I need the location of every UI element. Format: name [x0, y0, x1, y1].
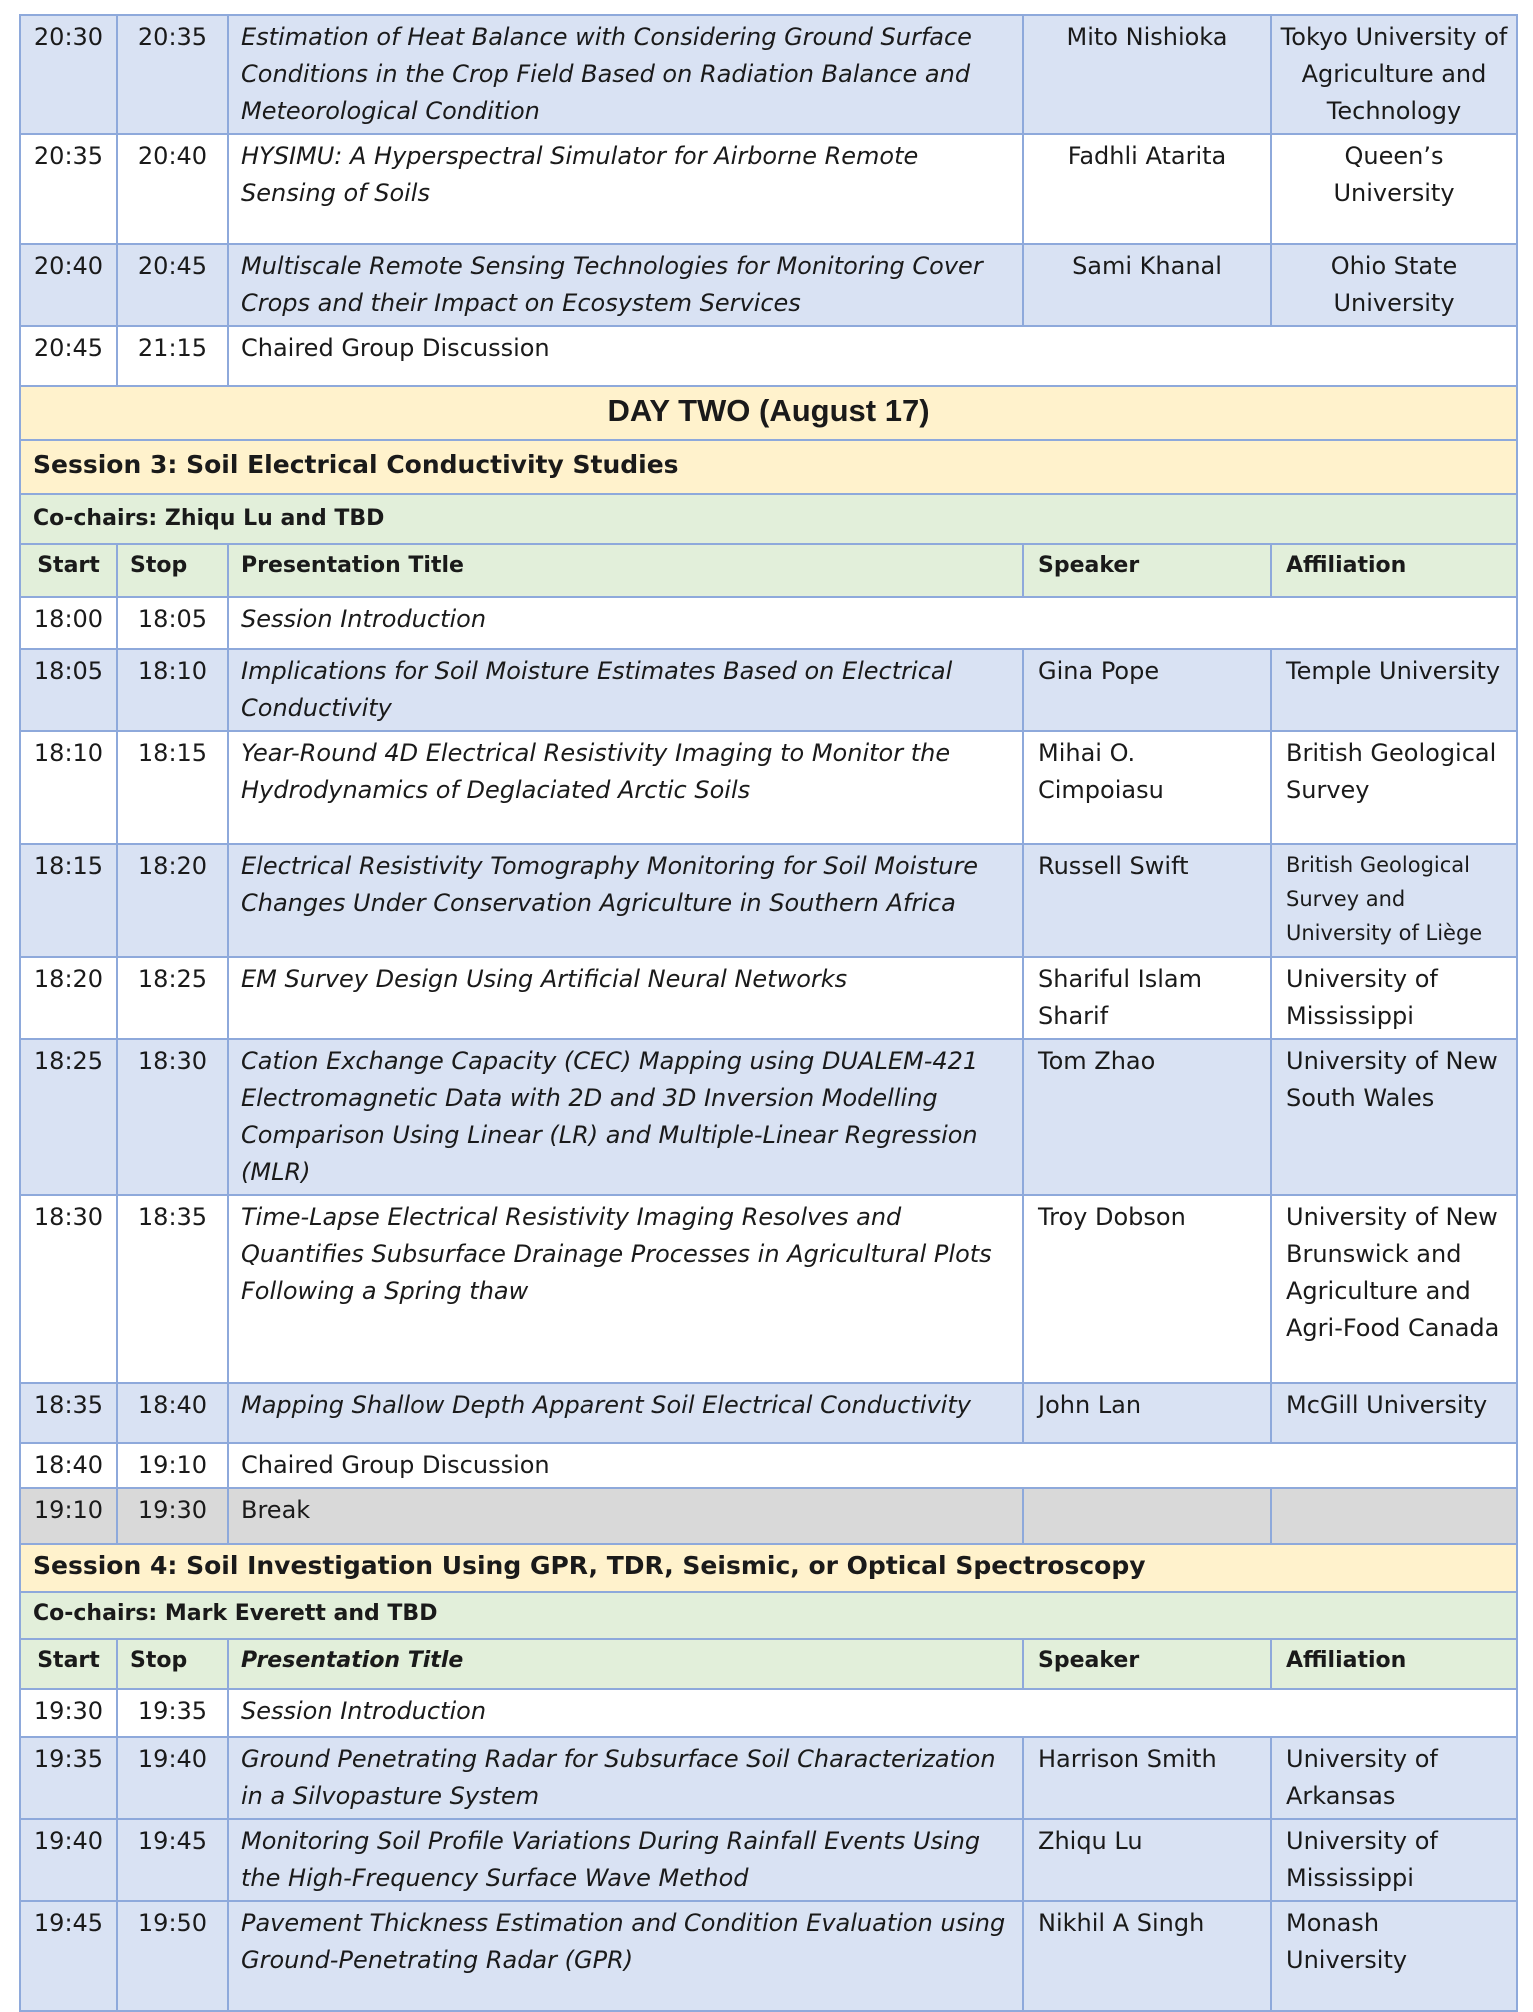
stop-time: 18:25	[117, 957, 228, 1039]
start-time: 19:10	[20, 1488, 117, 1544]
stop-time: 19:10	[117, 1443, 228, 1488]
stop-time: 19:50	[117, 1901, 228, 2011]
affiliation: Queen’s University	[1271, 134, 1517, 244]
presentation-title: Ground Penetrating Radar for Subsurface Soil Characterization in a Silvopasture System	[228, 1737, 1023, 1819]
affiliation: Monash University	[1271, 1901, 1517, 2011]
start-time: 20:35	[20, 134, 117, 244]
table-row	[20, 1443, 1517, 1488]
affiliation: University of New Brunswick and Agriculture and Agri-Food Canada	[1271, 1195, 1517, 1383]
speaker: Mihai O. Cimpoiasu	[1023, 731, 1271, 844]
affiliation: University of New South Wales	[1271, 1039, 1517, 1195]
session-title: Session 4: Soil Investigation Using GPR, TDR, Seismic, or Optical Spectroscopy	[20, 1544, 1517, 1592]
stop-time: 18:10	[117, 649, 228, 731]
presentation-title: EM Survey Design Using Artificial Neural Networks	[228, 957, 1023, 1039]
start-time: 18:25	[20, 1039, 117, 1195]
discussion-label: Chaired Group Discussion	[228, 1443, 1517, 1488]
table-row	[20, 1383, 1517, 1443]
stop-time: 20:35	[117, 15, 228, 134]
table-row	[20, 844, 1517, 957]
empty-cell	[1023, 1488, 1271, 1544]
affiliation: British Geological Survey and University of Liège	[1271, 844, 1517, 957]
speaker: Mito Nishioka	[1023, 15, 1271, 134]
break-label: Break	[228, 1488, 1023, 1544]
stop-time: 19:30	[117, 1488, 228, 1544]
column-header-stop: Stop	[117, 1639, 228, 1689]
start-time: 18:10	[20, 731, 117, 844]
column-header-speaker: Speaker	[1023, 544, 1271, 597]
program-schedule	[19, 14, 1516, 2012]
stop-time: 20:40	[117, 134, 228, 244]
presentation-title: Session Introduction	[228, 597, 1517, 649]
session-cochairs: Co-chairs: Zhiqu Lu and TBD	[20, 494, 1517, 544]
table-row	[20, 731, 1517, 844]
session-title: Session 3: Soil Electrical Conductivity Studies	[20, 440, 1517, 494]
cochairs-row	[20, 494, 1517, 544]
speaker: Zhiqu Lu	[1023, 1819, 1271, 1901]
affiliation: University of Mississippi	[1271, 1819, 1517, 1901]
stop-time: 20:45	[117, 244, 228, 326]
table-row	[20, 649, 1517, 731]
presentation-title: Session Introduction	[228, 1689, 1517, 1737]
column-header-row	[20, 544, 1517, 597]
column-header-affiliation: Affiliation	[1271, 544, 1517, 597]
column-header-title: Presentation Title	[228, 1639, 1023, 1689]
table-row	[20, 1737, 1517, 1819]
presentation-title: Electrical Resistivity Tomography Monitoring for Soil Moisture Changes Under Conservation Agriculture in Southern Africa	[228, 844, 1023, 957]
affiliation: McGill University	[1271, 1383, 1517, 1443]
stop-time: 18:30	[117, 1039, 228, 1195]
start-time: 18:40	[20, 1443, 117, 1488]
table-row	[20, 1901, 1517, 2011]
speaker: Fadhli Atarita	[1023, 134, 1271, 244]
start-time: 18:00	[20, 597, 117, 649]
presentation-title: Multiscale Remote Sensing Technologies for Monitoring Cover Crops and their Impact on Ecosystem Services	[228, 244, 1023, 326]
presentation-title: Implications for Soil Moisture Estimates Based on Electrical Conductivity	[228, 649, 1023, 731]
affiliation: University of Arkansas	[1271, 1737, 1517, 1819]
column-header-affiliation: Affiliation	[1271, 1639, 1517, 1689]
affiliation: Temple University	[1271, 649, 1517, 731]
stop-time: 18:35	[117, 1195, 228, 1383]
presentation-title: Monitoring Soil Profile Variations During Rainfall Events Using the High-Frequency Surface Wave Method	[228, 1819, 1023, 1901]
speaker: Shariful Islam Sharif	[1023, 957, 1271, 1039]
presentation-title: Mapping Shallow Depth Apparent Soil Electrical Conductivity	[228, 1383, 1023, 1443]
speaker: Gina Pope	[1023, 649, 1271, 731]
stop-time: 19:35	[117, 1689, 228, 1737]
table-row	[20, 244, 1517, 326]
start-time: 20:40	[20, 244, 117, 326]
stop-time: 18:20	[117, 844, 228, 957]
session-cochairs: Co-chairs: Mark Everett and TBD	[20, 1592, 1517, 1639]
start-time: 18:35	[20, 1383, 117, 1443]
break-row	[20, 1488, 1517, 1544]
presentation-title: Year-Round 4D Electrical Resistivity Imaging to Monitor the Hydrodynamics of Deglaciated Arctic Soils	[228, 731, 1023, 844]
schedule-table	[19, 14, 1518, 2012]
start-time: 19:45	[20, 1901, 117, 2011]
column-header-start: Start	[20, 1639, 117, 1689]
table-row	[20, 1195, 1517, 1383]
affiliation: Tokyo University of Agriculture and Technology	[1271, 15, 1517, 134]
affiliation: Ohio State University	[1271, 244, 1517, 326]
stop-time: 18:15	[117, 731, 228, 844]
table-row	[20, 597, 1517, 649]
empty-cell	[1271, 1488, 1517, 1544]
column-header-start: Start	[20, 544, 117, 597]
table-row	[20, 957, 1517, 1039]
presentation-title: HYSIMU: A Hyperspectral Simulator for Airborne Remote Sensing of Soils	[228, 134, 1023, 244]
affiliation: British Geological Survey	[1271, 731, 1517, 844]
table-row	[20, 1819, 1517, 1901]
day-heading-row	[20, 386, 1517, 440]
presentation-title: Estimation of Heat Balance with Considering Ground Surface Conditions in the Crop Field Based on Radiation Balance and Meteorological Condition	[228, 15, 1023, 134]
speaker: Sami Khanal	[1023, 244, 1271, 326]
speaker: Russell Swift	[1023, 844, 1271, 957]
session-row	[20, 1544, 1517, 1592]
start-time: 18:15	[20, 844, 117, 957]
start-time: 18:30	[20, 1195, 117, 1383]
start-time: 20:30	[20, 15, 117, 134]
start-time: 20:45	[20, 326, 117, 386]
cochairs-row	[20, 1592, 1517, 1639]
table-row	[20, 326, 1517, 386]
start-time: 19:30	[20, 1689, 117, 1737]
presentation-title: Pavement Thickness Estimation and Condition Evaluation using Ground-Penetrating Radar (GPR)	[228, 1901, 1023, 2011]
stop-time: 19:40	[117, 1737, 228, 1819]
presentation-title: Cation Exchange Capacity (CEC) Mapping using DUALEM-421 Electromagnetic Data with 2D and 3D Inversion Modelling Comparison Using Linear (LR) and Multiple-Linear Regression (MLR)	[228, 1039, 1023, 1195]
table-row	[20, 1039, 1517, 1195]
start-time: 19:40	[20, 1819, 117, 1901]
day-heading: DAY TWO (August 17)	[20, 386, 1517, 440]
stop-time: 18:05	[117, 597, 228, 649]
column-header-speaker: Speaker	[1023, 1639, 1271, 1689]
presentation-title: Time-Lapse Electrical Resistivity Imaging Resolves and Quantifies Subsurface Drainage Processes in Agricultural Plots Following a Spring thaw	[228, 1195, 1023, 1383]
stop-time: 21:15	[117, 326, 228, 386]
session-row	[20, 440, 1517, 494]
speaker: John Lan	[1023, 1383, 1271, 1443]
column-header-stop: Stop	[117, 544, 228, 597]
table-row	[20, 15, 1517, 134]
start-time: 18:05	[20, 649, 117, 731]
discussion-label: Chaired Group Discussion	[228, 326, 1517, 386]
table-row	[20, 134, 1517, 244]
column-header-row	[20, 1639, 1517, 1689]
speaker: Tom Zhao	[1023, 1039, 1271, 1195]
stop-time: 18:40	[117, 1383, 228, 1443]
start-time: 19:35	[20, 1737, 117, 1819]
column-header-title: Presentation Title	[228, 544, 1023, 597]
stop-time: 19:45	[117, 1819, 228, 1901]
start-time: 18:20	[20, 957, 117, 1039]
table-row	[20, 1689, 1517, 1737]
affiliation: University of Mississippi	[1271, 957, 1517, 1039]
speaker: Troy Dobson	[1023, 1195, 1271, 1383]
speaker: Nikhil A Singh	[1023, 1901, 1271, 2011]
speaker: Harrison Smith	[1023, 1737, 1271, 1819]
